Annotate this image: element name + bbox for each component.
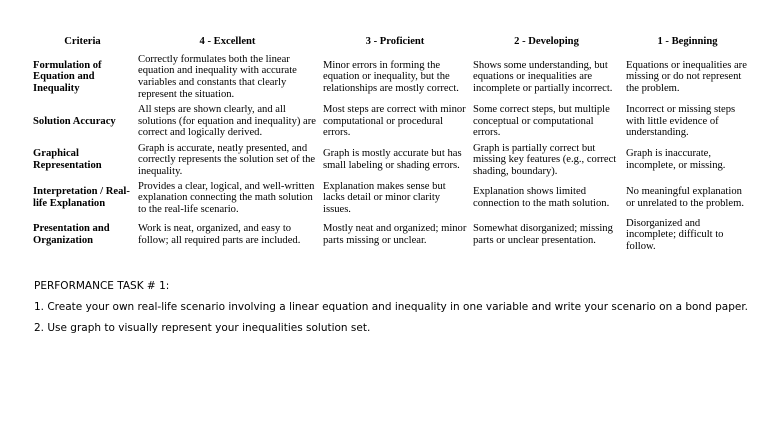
task-item: 1. Create your own real-life scenario involving a linear equation and inequality in one variable and write your scenario on a bond paper. [34, 301, 749, 313]
excellent-cell: Provides a clear, logical, and well-written explanation connecting the math solution to the real-life scenario. [138, 180, 315, 215]
task-item: 2. Use graph to visually represent your inequalities solution set. [34, 322, 371, 334]
header-beginning: 1 - Beginning [657, 36, 718, 48]
rubric-row [30, 103, 752, 140]
criteria-cell: Interpretation / Real-life Explanation [33, 186, 130, 209]
rubric-row [30, 51, 752, 103]
rubric-row [30, 180, 752, 216]
header-criteria: Criteria [64, 36, 101, 48]
proficient-cell: Graph is mostly accurate but has small labeling or shading errors. [323, 148, 462, 171]
developing-cell: Explanation shows limited connection to the math solution. [473, 186, 610, 209]
rubric-table [30, 33, 752, 254]
header-proficient: 3 - Proficient [365, 36, 425, 48]
proficient-cell: Explanation makes sense but lacks detail or minor clarity issues. [323, 180, 446, 215]
rubric-header-row [30, 33, 752, 51]
criteria-cell: Presentation and Organization [33, 223, 110, 246]
proficient-cell: Most steps are correct with minor computational or procedural errors. [323, 104, 466, 139]
excellent-cell: All steps are shown clearly, and all solutions (for equation and inequality) are correct and logically derived. [138, 104, 316, 139]
performance-task-title: PERFORMANCE TASK # 1: [34, 280, 170, 292]
criteria-cell: Formulation of Equation and Inequality [33, 59, 102, 94]
header-developing: 2 - Developing [514, 36, 579, 48]
developing-cell: Somewhat disorganized; missing parts or unclear presentation. [473, 223, 613, 246]
header-excellent: 4 - Excellent [199, 36, 256, 48]
beginning-cell: No meaningful explanation or unrelated to the problem. [626, 186, 744, 209]
beginning-cell: Graph is inaccurate, incomplete, or missing. [626, 148, 726, 171]
criteria-cell: Graphical Representation [33, 148, 102, 171]
developing-cell: Shows some understanding, but equations or inequalities are incomplete or partially incorrect. [473, 59, 613, 94]
excellent-cell: Correctly formulates both the linear equation and inequality with accurate variables and constants that clearly represent the situation. [138, 53, 297, 100]
proficient-cell: Mostly neat and organized; minor parts missing or unclear. [323, 223, 467, 246]
criteria-cell: Solution Accuracy [33, 115, 116, 127]
developing-cell: Some correct steps, but multiple conceptual or computational errors. [473, 104, 610, 139]
beginning-cell: Incorrect or missing steps with little evidence of understanding. [626, 104, 736, 139]
rubric-row [30, 140, 752, 180]
rubric-row [30, 216, 752, 254]
excellent-cell: Work is neat, organized, and easy to follow; all required parts are included. [138, 223, 301, 246]
developing-cell: Graph is partially correct but missing key features (e.g., correct shading, boundary). [473, 142, 617, 177]
beginning-cell: Equations or inequalities are missing or do not represent the problem. [626, 59, 747, 94]
beginning-cell: Disorganized and incomplete; difficult to follow. [626, 217, 724, 252]
proficient-cell: Minor errors in forming the equation or inequality, but the relationships are mostly correct. [323, 59, 459, 94]
excellent-cell: Graph is accurate, neatly presented, and correctly represents the solution set of the inequality. [138, 142, 316, 177]
